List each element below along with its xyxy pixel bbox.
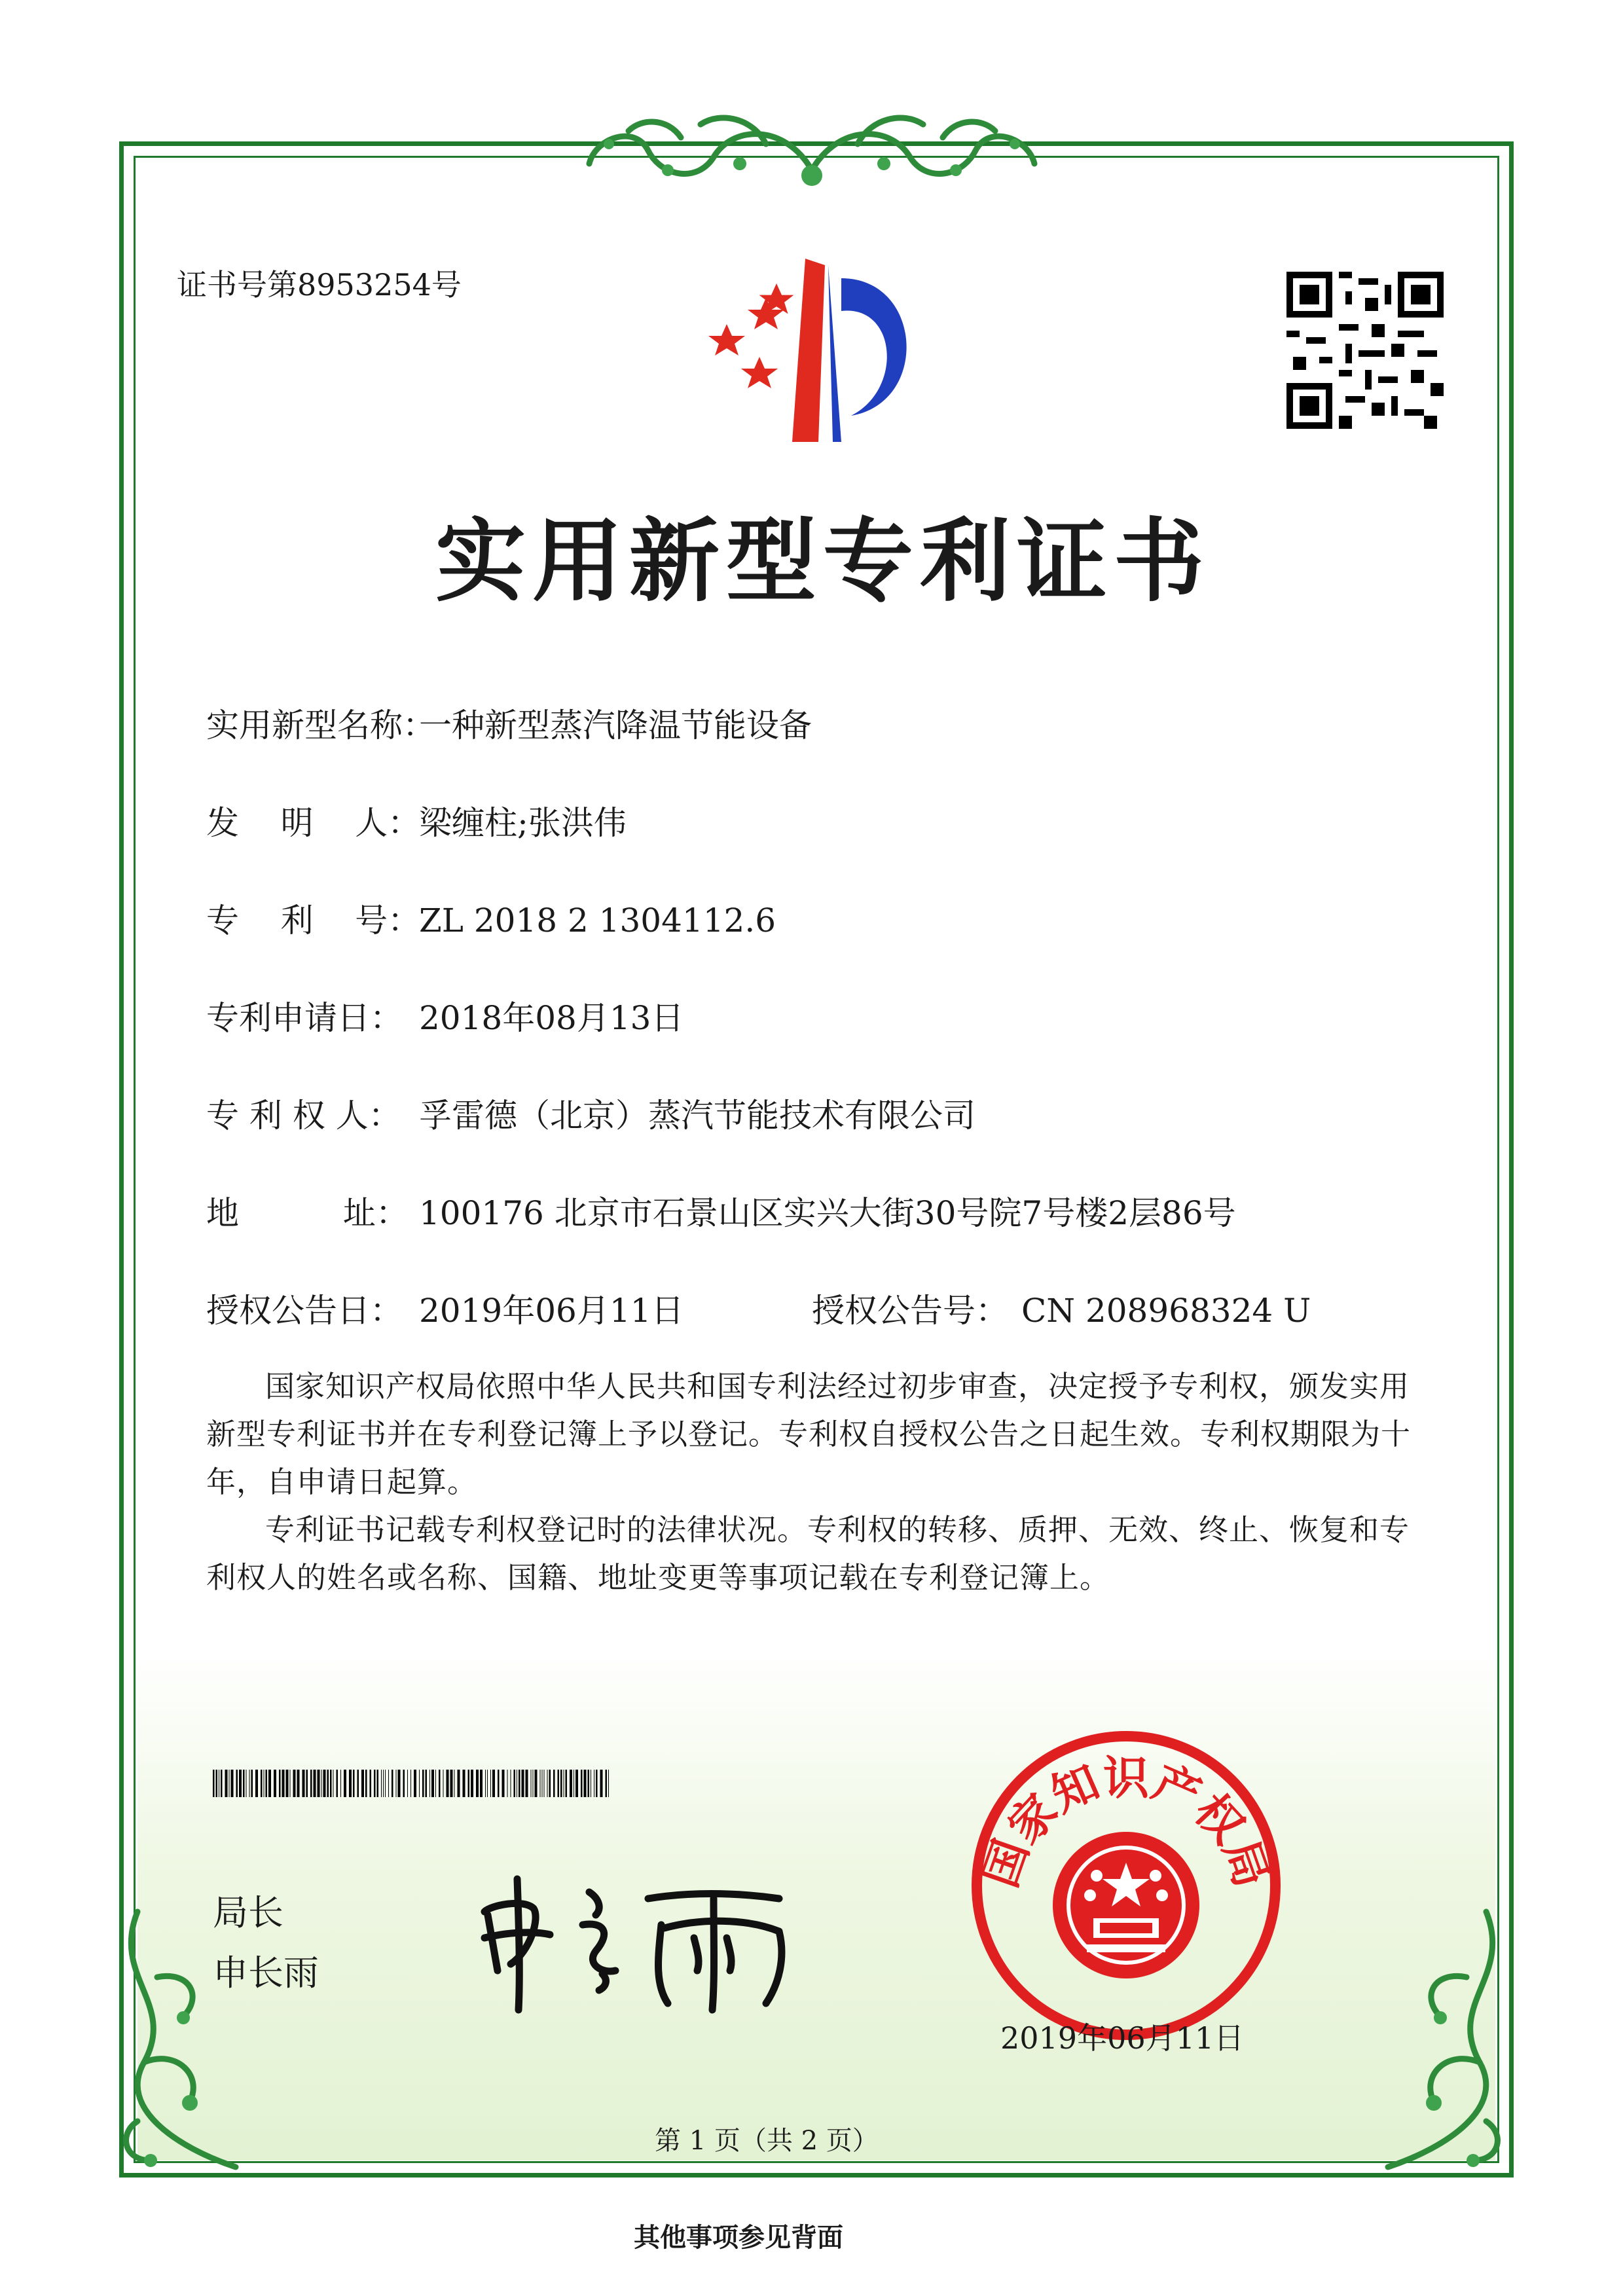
barcode-bar	[365, 1770, 367, 1797]
barcode-bar	[575, 1770, 578, 1797]
barcode-bar	[344, 1770, 346, 1797]
barcode-bar	[608, 1770, 609, 1797]
barcode-bar	[558, 1770, 560, 1797]
stamp-date: 2019年06月11日	[1000, 2020, 1245, 2056]
barcode-bar	[293, 1770, 296, 1797]
barcode-bar	[318, 1770, 320, 1797]
barcode-icon	[213, 1770, 612, 1797]
barcode-bar	[385, 1770, 386, 1797]
barcode-bar	[353, 1770, 355, 1797]
barcode-bar	[255, 1770, 258, 1797]
patent-office-logo-icon	[687, 252, 949, 448]
barcode-bar	[323, 1770, 326, 1797]
barcode-bar	[476, 1770, 479, 1797]
director-name: 申长雨	[213, 1952, 319, 1994]
barcode-bar	[490, 1770, 491, 1797]
barcode-bar	[274, 1770, 276, 1797]
barcode-bar	[246, 1770, 247, 1797]
barcode-bar	[330, 1770, 332, 1797]
director-title: 局长	[213, 1892, 283, 1933]
barcode-bar	[337, 1770, 338, 1797]
barcode-bar	[540, 1770, 541, 1797]
patentee-value: 孚雷德（北京）蒸汽节能技术有限公司	[419, 1097, 976, 1135]
barcode-bar	[388, 1770, 389, 1797]
barcode-bar	[426, 1770, 428, 1797]
barcode-bar	[381, 1770, 382, 1797]
barcode-bar	[261, 1770, 263, 1797]
barcode-bar	[410, 1770, 411, 1797]
filing-date-value: 2018年08月13日	[419, 999, 684, 1037]
barcode-bar	[522, 1770, 524, 1797]
paragraph-1-line-3: 年，自申请日起算。	[206, 1465, 478, 1499]
certificate-title: 实用新型专利证书	[435, 507, 1211, 614]
barcode-bar	[526, 1770, 528, 1797]
barcode-bar	[249, 1770, 250, 1797]
barcode-bar	[414, 1770, 416, 1797]
barcode-bar	[357, 1770, 359, 1797]
barcode-bar	[306, 1770, 308, 1797]
barcode-bar	[547, 1770, 548, 1797]
barcode-bar	[553, 1770, 555, 1797]
seal-text: 国家知识产权局	[973, 1751, 1279, 1894]
barcode-bar	[507, 1770, 508, 1797]
barcode-bar	[487, 1770, 488, 1797]
barcode-bar	[596, 1770, 598, 1797]
barcode-bar	[431, 1770, 434, 1797]
address-label: 地 址：	[206, 1194, 409, 1232]
barcode-bar	[290, 1770, 291, 1797]
barcode-bar	[492, 1770, 495, 1797]
director-signature	[471, 1853, 812, 2016]
barcode-bar	[535, 1770, 538, 1797]
barcode-bar	[377, 1770, 379, 1797]
qr-code-icon	[1286, 272, 1444, 429]
barcode-bar	[314, 1770, 316, 1797]
barcode-bar	[297, 1770, 300, 1797]
paragraph-2-line-2: 利权人的姓名或名称、国籍、地址变更等事项记载在专利登记簿上。	[206, 1560, 1110, 1595]
barcode-bar	[361, 1770, 364, 1797]
barcode-bar	[498, 1770, 500, 1797]
barcode-bar	[581, 1770, 583, 1797]
barcode-bar	[485, 1770, 486, 1797]
decorative-vine-left-icon	[98, 1899, 268, 2187]
certificate-border-inner	[134, 156, 1499, 2163]
barcode-bar	[251, 1770, 253, 1797]
grant-number-value: CN 208968324 U	[1021, 1292, 1311, 1330]
barcode-bar	[216, 1770, 218, 1797]
address-value: 100176 北京市石景山区实兴大街30号院7号楼2层86号	[419, 1194, 1236, 1232]
paragraph-2-line-1: 专利证书记载专利权登记时的法律状况。专利权的转移、质押、无效、终止、恢复和专	[265, 1512, 1410, 1547]
barcode-bar	[549, 1770, 551, 1797]
barcode-bar	[514, 1770, 516, 1797]
barcode-bar	[471, 1770, 473, 1797]
barcode-bar	[213, 1770, 215, 1797]
grant-date-value: 2019年06月11日	[419, 1292, 684, 1330]
official-seal	[969, 1728, 1283, 2043]
patent-number-value: ZL 2018 2 1304112.6	[419, 902, 776, 939]
barcode-bar	[600, 1770, 603, 1797]
inventor-value: 梁缠柱;张洪伟	[419, 804, 627, 842]
barcode-bar	[243, 1770, 245, 1797]
barcode-bar	[542, 1770, 543, 1797]
page-info: 第 1 页（共 2 页）	[655, 2126, 879, 2156]
barcode-bar	[606, 1770, 608, 1797]
barcode-bar	[310, 1770, 312, 1797]
barcode-bar	[370, 1770, 372, 1797]
filing-date-label: 专利申请日：	[206, 999, 403, 1037]
barcode-bar	[236, 1770, 238, 1797]
barcode-bar	[268, 1770, 271, 1797]
barcode-bar	[374, 1770, 376, 1797]
barcode-bar	[450, 1770, 453, 1797]
barcode-bar	[282, 1770, 285, 1797]
decorative-vine-right-icon	[1355, 1899, 1525, 2187]
barcode-bar	[454, 1770, 455, 1797]
barcode-bar	[383, 1770, 384, 1797]
barcode-bar	[221, 1770, 223, 1797]
grant-number-label: 授权公告号：	[812, 1292, 1008, 1330]
barcode-bar	[396, 1770, 397, 1797]
name-label: 实用新型名称：	[206, 706, 435, 744]
barcode-bar	[463, 1770, 465, 1797]
barcode-bar	[321, 1770, 322, 1797]
barcode-bar	[531, 1770, 532, 1797]
patent-number-label: 专 利 号：	[206, 902, 421, 939]
barcode-bar	[566, 1770, 568, 1797]
top-ornament-icon	[570, 98, 1054, 196]
barcode-bar	[231, 1770, 234, 1797]
barcode-bar	[398, 1770, 401, 1797]
barcode-bar	[407, 1770, 408, 1797]
barcode-bar	[239, 1770, 242, 1797]
certificate-number: 证书号第8953254号	[177, 267, 462, 302]
barcode-bar	[439, 1770, 441, 1797]
paragraph-1-line-2: 新型专利证书并在专利登记簿上予以登记。专利权自授权公告之日起生效。专利权期限为十	[206, 1417, 1412, 1451]
barcode-bar	[333, 1770, 334, 1797]
barcode-bar	[458, 1770, 460, 1797]
barcode-bar	[419, 1770, 420, 1797]
barcode-bar	[443, 1770, 444, 1797]
barcode-bar	[588, 1770, 590, 1797]
barcode-bar	[429, 1770, 430, 1797]
barcode-bar	[435, 1770, 436, 1797]
barcode-bar	[468, 1770, 470, 1797]
barcode-bar	[533, 1770, 534, 1797]
footer-note: 其他事项参见背面	[634, 2222, 843, 2253]
barcode-bar	[349, 1770, 352, 1797]
barcode-bar	[502, 1770, 505, 1797]
barcode-bar	[286, 1770, 289, 1797]
national-emblem-icon	[1053, 1832, 1199, 1978]
barcode-bar	[340, 1770, 341, 1797]
paragraph-1-line-1: 国家知识产权局依照中华人民共和国专利法经过初步审查，决定授予专利权，颁发实用	[265, 1369, 1410, 1404]
barcode-bar	[570, 1770, 572, 1797]
barcode-bar	[266, 1770, 268, 1797]
name-value: 一种新型蒸汽降温节能设备	[419, 706, 812, 744]
barcode-bar	[229, 1770, 230, 1797]
barcode-bar	[422, 1770, 424, 1797]
barcode-bar	[392, 1770, 393, 1797]
inventor-label: 发 明 人：	[206, 804, 421, 842]
barcode-bar	[584, 1770, 587, 1797]
barcode-bar	[302, 1770, 305, 1797]
barcode-bar	[279, 1770, 281, 1797]
barcode-bar	[560, 1770, 562, 1797]
patentee-label: 专 利 权 人：	[206, 1097, 401, 1135]
barcode-bar	[225, 1770, 228, 1797]
barcode-bar	[403, 1770, 405, 1797]
barcode-bar	[544, 1770, 545, 1797]
barcode-bar	[447, 1770, 449, 1797]
grant-date-label: 授权公告日：	[206, 1292, 403, 1330]
barcode-bar	[480, 1770, 483, 1797]
barcode-bar	[519, 1770, 520, 1797]
barcode-bar	[327, 1770, 329, 1797]
